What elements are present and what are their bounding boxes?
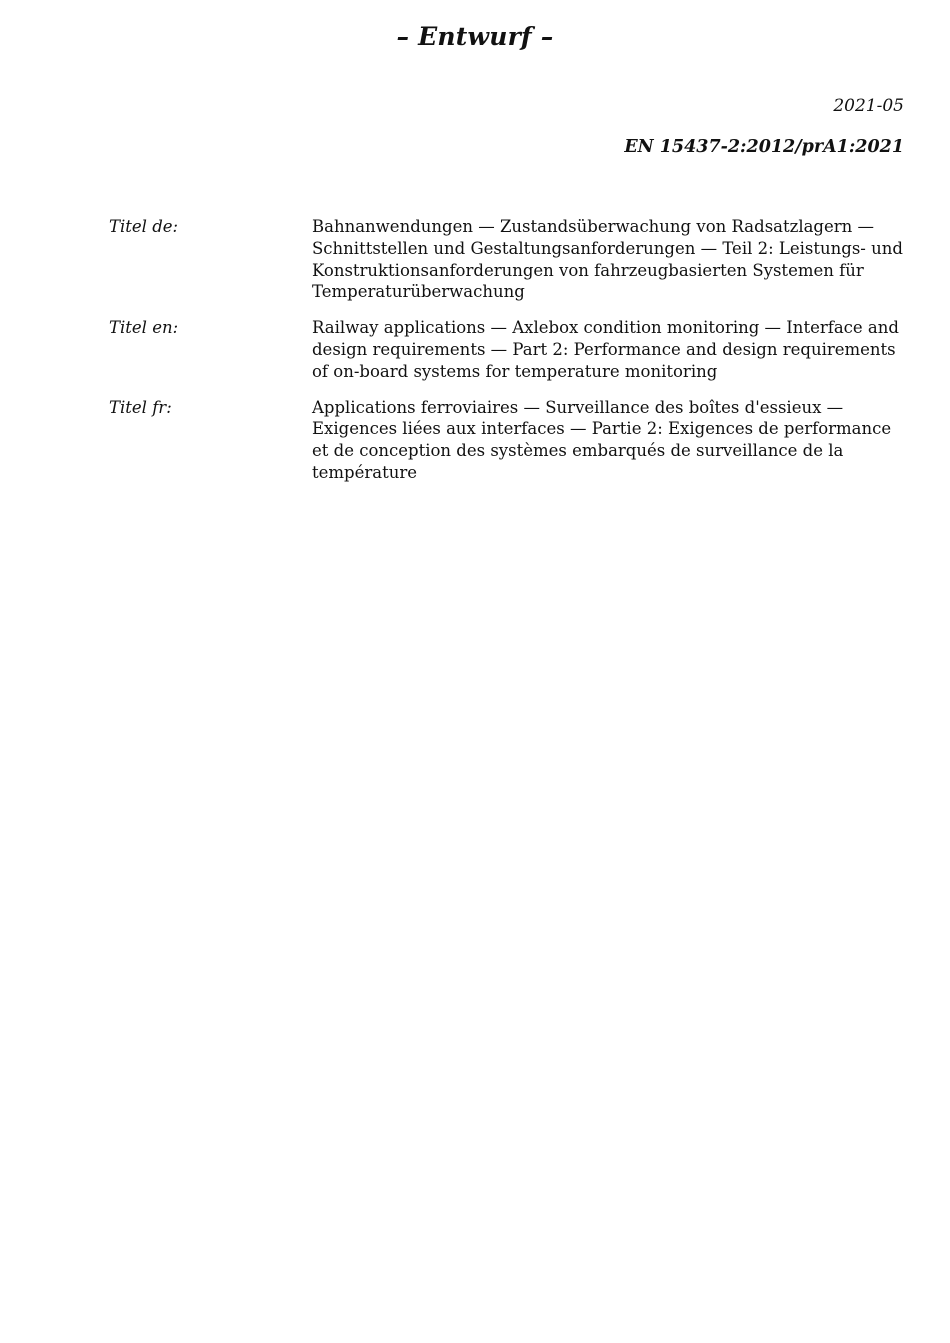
title-row-en — [109, 317, 909, 382]
title-row-fr — [109, 397, 909, 484]
title-label-fr: Titel fr: — [109, 397, 172, 417]
title-text-en: Railway applications — Axlebox condition monitoring — Interface and design requirements — Part 2: Performance and design requirements of on-board systems for temperature monitoring — [312, 318, 899, 381]
title-text-fr: Applications ferroviaires — Surveillance des boîtes d'essieux — Exigences liées aux interfaces — Partie 2: Exigences de performance et de conception des systèmes embarqués de surveillance de la température — [312, 397, 892, 482]
title-text-de: Bahnanwendungen — Zustandsüberwachung von Radsatzlagern — Schnittstellen und Gestaltungsanforderungen — Teil 2: Leistungs- und Konstruktionsanforderungen von fahrzeugbasierten Systemen für Temperaturüberwachung — [312, 217, 903, 302]
title-label-de: Titel de: — [109, 217, 179, 236]
title-label-en: Titel en: — [109, 318, 179, 338]
draft-banner: – Entwurf – — [396, 22, 554, 51]
titles-section — [109, 216, 909, 498]
document-number: EN 15437-2:2012/prA1:2021 — [624, 137, 904, 157]
document-date: 2021-05 — [833, 96, 904, 116]
title-row-de — [109, 216, 909, 303]
